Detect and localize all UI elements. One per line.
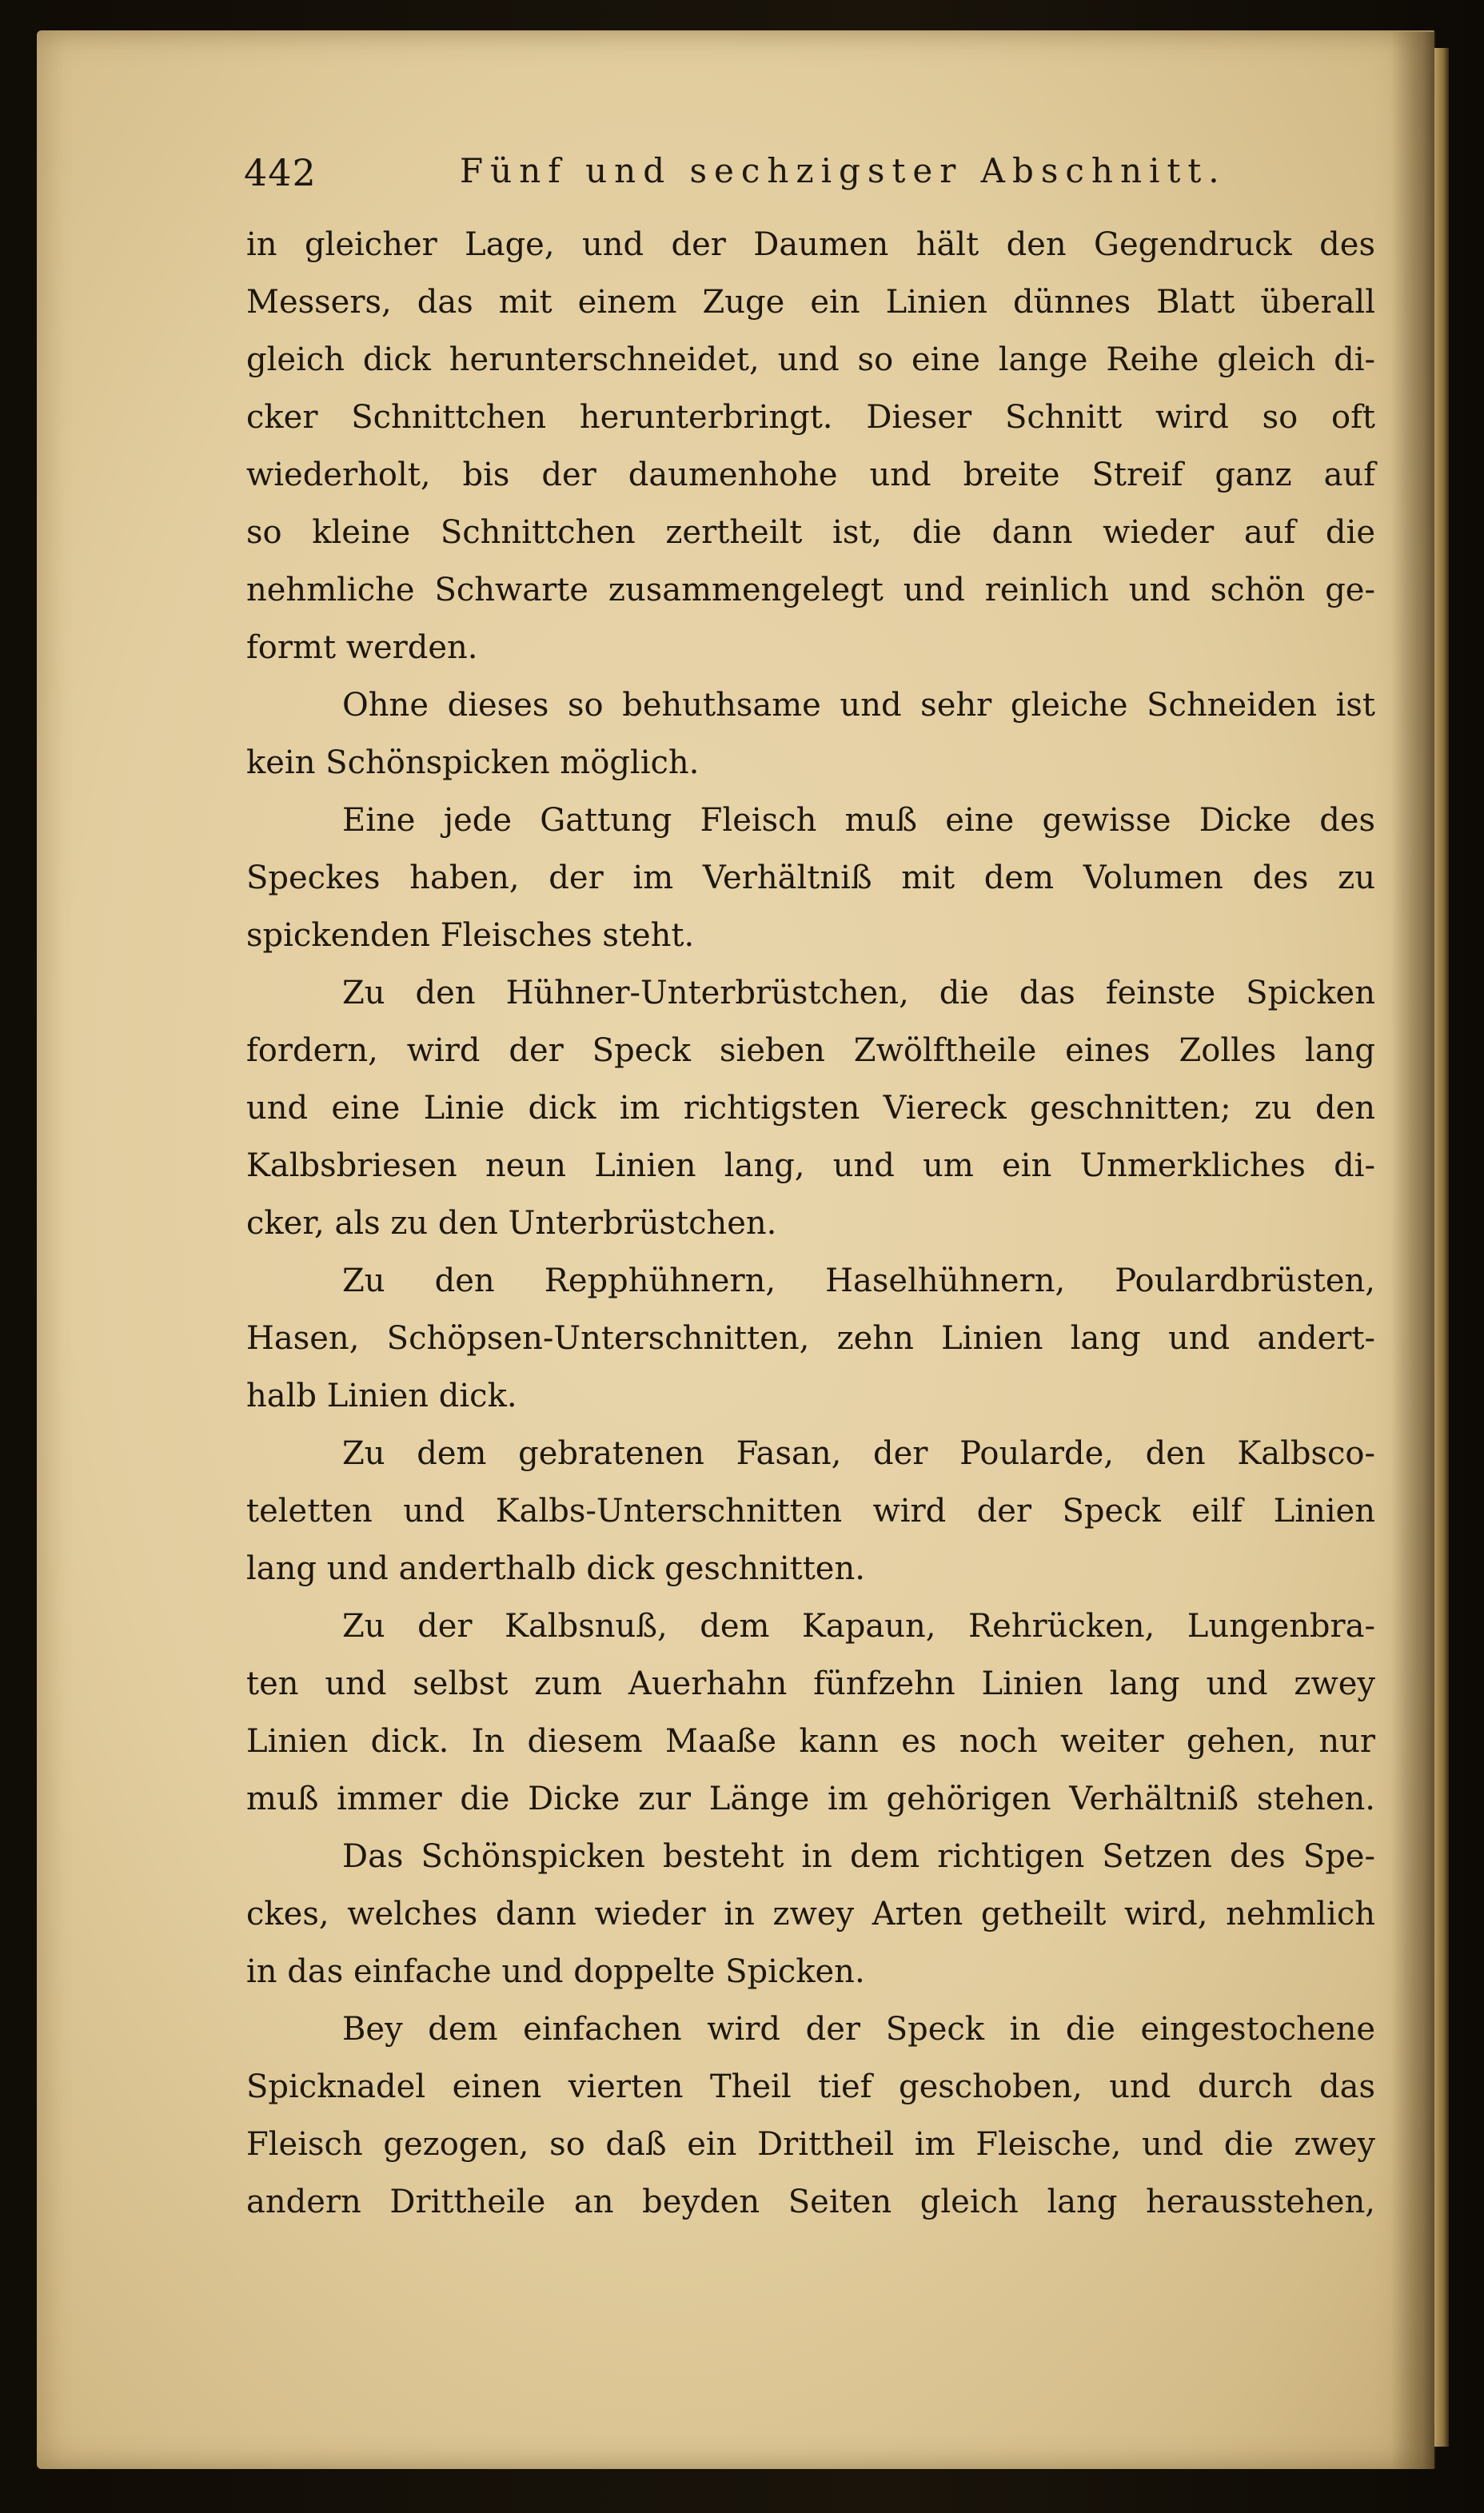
text-line: teletten und Kalbs-Unterschnitten wird der Speck eilf Linien [246, 1493, 1375, 1530]
text-line: halb Linien dick. [246, 1378, 517, 1414]
text-line: Das Schönspicken besteht in dem richtigen Setzen des Spe- [342, 1838, 1375, 1875]
text-line: in gleicher Lage, und der Daumen hält den Gegendruck des [246, 226, 1375, 263]
text-line: muß immer die Dicke zur Länge im gehörigen Verhältniß stehen. [246, 1781, 1375, 1817]
page-header [244, 146, 1243, 202]
text-line: Bey dem einfachen wird der Speck in die eingestochene [342, 2011, 1375, 2048]
text-line: ten und selbst zum Auerhahn fünfzehn Linien lang und zwey [246, 1665, 1375, 1702]
text-line: cker, als zu den Unterbrüstchen. [246, 1205, 777, 1242]
text-line: und eine Linie dick im richtigsten Viereck geschnitten; zu den [246, 1090, 1375, 1127]
text-line: Zu den Hühner-Unterbrüstchen, die das feinste Spicken [342, 975, 1375, 1011]
text-line: Zu den Repphühnern, Haselhühnern, Poulardbrüsten, [342, 1262, 1375, 1299]
text-line: spickenden Fleisches steht. [246, 917, 695, 954]
text-line: formt werden. [246, 629, 478, 666]
text-line: ckes, welches dann wieder in zwey Arten getheilt wird, nehmlich [246, 1896, 1375, 1933]
text-line: Zu der Kalbsnuß, dem Kapaun, Rehrücken, Lungenbra- [342, 1608, 1375, 1645]
text-line: fordern, wird der Speck sieben Zwölftheile eines Zolles lang [246, 1032, 1375, 1069]
text-line: so kleine Schnittchen zertheilt ist, die dann wieder auf die [246, 514, 1375, 551]
text-line: Kalbsbriesen neun Linien lang, und um ein Unmerkliches di- [246, 1147, 1375, 1184]
text-line: Fleisch gezogen, so daß ein Drittheil im Fleische, und die zwey [246, 2126, 1375, 2163]
text-line: Speckes haben, der im Verhältniß mit dem Volumen des zu [246, 860, 1375, 896]
text-line: Zu dem gebratenen Fasan, der Poularde, den Kalbsco- [342, 1435, 1375, 1472]
text-line: in das einfache und doppelte Spicken. [246, 1953, 865, 1990]
text-line: kein Schönspicken möglich. [246, 744, 700, 781]
running-title: Fünf und sechzigster Abschnitt. [460, 151, 1227, 190]
page-edge-shadow [1391, 32, 1436, 2469]
page-number: 442 [244, 151, 317, 194]
text-line: Ohne dieses so behuthsame und sehr gleiche Schneiden ist [342, 687, 1375, 724]
text-line: lang und anderthalb dick geschnitten. [246, 1550, 865, 1587]
text-line: andern Drittheile an beyden Seiten gleich lang herausstehen, [246, 2184, 1375, 2220]
text-line: Linien dick. In diesem Maaße kann es noch weiter gehen, nur [246, 1723, 1375, 1760]
text-line: wiederholt, bis der daumenhohe und breite Streif ganz auf [246, 457, 1375, 493]
text-line: Hasen, Schöpsen-Unterschnitten, zehn Linien lang und andert- [246, 1320, 1375, 1357]
text-line: Eine jede Gattung Fleisch muß eine gewisse Dicke des [342, 802, 1375, 839]
text-line: nehmliche Schwarte zusammengelegt und reinlich und schön ge- [246, 572, 1375, 608]
text-line: Messers, das mit einem Zuge ein Linien dünnes Blatt überall [246, 284, 1375, 321]
text-line: cker Schnittchen herunterbringt. Dieser Schnitt wird so oft [246, 399, 1375, 436]
next-page-edge [1434, 48, 1449, 2447]
text-line: Spicknadel einen vierten Theil tief geschoben, und durch das [246, 2068, 1375, 2105]
text-line: gleich dick herunterschneidet, und so eine lange Reihe gleich di- [246, 341, 1375, 378]
body-text [246, 216, 1375, 2231]
